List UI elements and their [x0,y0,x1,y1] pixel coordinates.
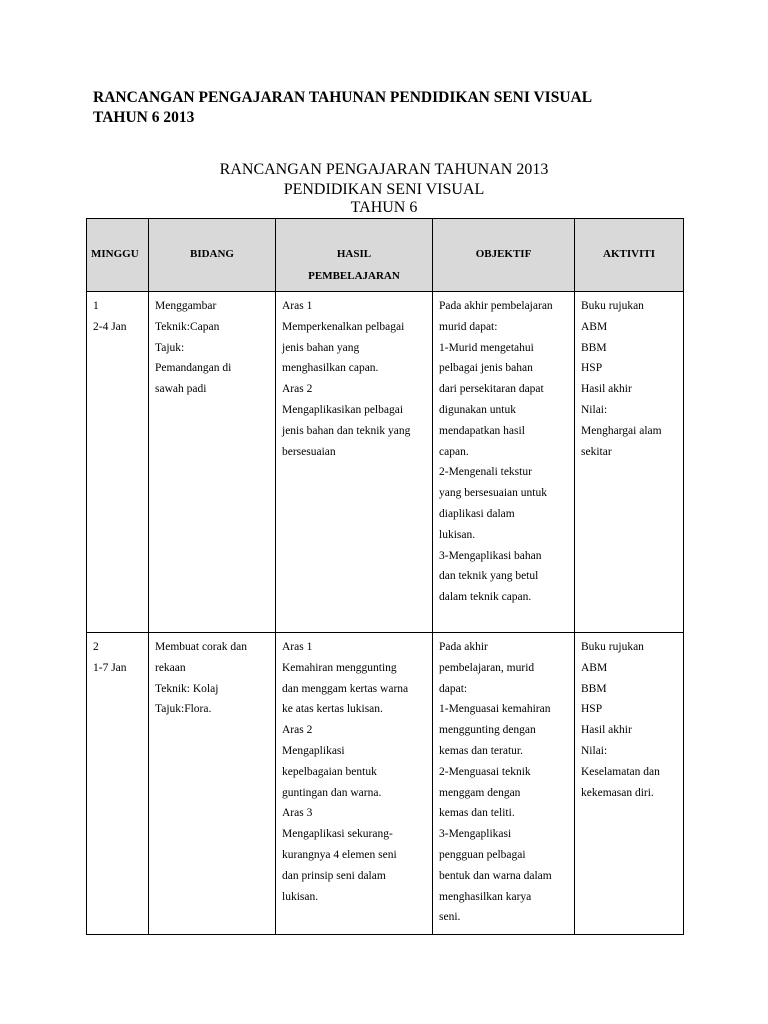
cell-line: sawah padi [155,383,207,396]
cell-line: Keselamatan dan [581,765,660,778]
cell-line: Tajuk:Flora. [155,703,212,716]
cell-objektif [433,633,575,935]
cell-line: menghasilkan karya [439,890,532,903]
document-heading [93,88,693,128]
cell-line: Tajuk: [155,341,185,354]
cell-aktiviti [575,633,684,935]
cell-line: jenis bahan yang [282,341,360,354]
cell-line: HSP [581,362,603,375]
cell-line: kepelbagaian bentuk [282,765,377,778]
heading-line-1: RANCANGAN PENGAJARAN TAHUNAN PENDIDIKAN SENI VISUAL [93,89,593,106]
cell-line: ABM [581,320,608,333]
title-line-1: RANCANGAN PENGAJARAN TAHUNAN 2013 [219,161,549,178]
cell-line: Buku rujukan [581,641,644,653]
cell-hasil [276,633,433,935]
cell-line: 1-7 Jan [93,661,127,674]
cell-line: Buku rujukan [581,300,644,312]
cell-objektif [433,292,575,633]
cell-line: lukisan. [282,890,319,903]
lesson-plan-table [86,218,684,935]
cell-hasil [276,292,433,633]
cell-line: 1-Murid mengetahui [439,341,534,354]
cell-line: Aras 3 [282,807,313,820]
cell-line: dan menggam kertas warna [282,682,409,695]
cell-line: 3-Mengaplikasi [439,828,512,841]
cell-line: rekaan [155,661,186,674]
cell-line: pengguan pelbagai [439,848,526,861]
cell-line: 1-Menguasai kemahiran [439,703,551,716]
cell-line: menggunting dengan [439,724,536,737]
cell-line: 3-Mengaplikasi bahan [439,549,542,562]
table-row [87,633,684,935]
cell-line: dan teknik yang betul [439,570,539,583]
cell-line: pembelajaran, murid [439,661,535,674]
cell-line: Hasil akhir [581,383,632,396]
cell-line: murid dapat: [439,320,498,333]
cell-line: Pada akhir pembelajaran [439,300,553,312]
cell-line: Menghargai alam [581,424,662,437]
cell-line: lukisan. [439,528,476,541]
cell-line: capan. [439,445,469,458]
cell-line: 2 [93,641,99,653]
cell-minggu [87,292,149,633]
cell-line: Aras 1 [282,300,313,312]
cell-line: mendapatkan hasil [439,424,525,437]
cell-line: Membuat corak dan [155,641,247,653]
cell-line: dalam teknik capan. [439,591,532,604]
cell-line: seni. [439,911,461,924]
header-bidang: BIDANG [149,219,276,292]
cell-line: Teknik:Capan [155,320,220,333]
cell-line: guntingan dan warna. [282,786,382,799]
cell-line: Nilai: [581,403,608,416]
cell-line: jenis bahan dan teknik yang [282,424,411,437]
title-line-2: PENDIDIKAN SENI VISUAL [283,181,485,198]
table-row [87,292,684,633]
cell-line: Aras 2 [282,383,313,396]
cell-minggu [87,633,149,935]
cell-line: bentuk dan warna dalam [439,869,552,882]
cell-aktiviti [575,292,684,633]
cell-line: 1 [93,300,99,312]
table-body [87,292,684,935]
title-line-3: TAHUN 6 [350,199,418,216]
cell-bidang [149,633,276,935]
cell-line: Teknik: Kolaj [155,682,219,695]
cell-line: bersesuaian [282,445,336,458]
cell-line: menghasilkan capan. [282,362,379,375]
cell-line: 2-Mengenali tekstur [439,466,532,479]
header-hasil-line-2: PEMBELAJARAN [308,270,400,282]
cell-line: Nilai: [581,744,608,757]
cell-line: Pemandangan di [155,362,232,375]
cell-line: kemas dan teratur. [439,744,523,757]
cell-line: Hasil akhir [581,724,632,737]
cell-line: digunakan untuk [439,403,516,416]
cell-line: sekitar [581,445,612,458]
table-header-row [87,219,684,292]
cell-line: BBM [581,341,607,354]
cell-line: dan prinsip seni dalam [282,869,386,882]
cell-line: 2-Menguasai teknik [439,765,531,778]
cell-line: Pada akhir [439,641,488,653]
header-minggu: MINGGU [87,219,149,292]
cell-line: pelbagai jenis bahan [439,362,533,375]
cell-line: yang bersesuaian untuk [439,487,547,500]
heading-line-2: TAHUN 6 2013 [93,109,195,126]
cell-line: HSP [581,703,603,716]
cell-line: Mengaplikasi [282,744,345,757]
cell-line: Mengaplikasikan pelbagai [282,403,404,416]
header-aktiviti: AKTIVITI [575,219,684,292]
cell-line: dari persekitaran dapat [439,383,544,396]
cell-line: Aras 1 [282,641,313,653]
cell-line: kemas dan teliti. [439,807,515,820]
cell-line: Kemahiran menggunting [282,661,397,674]
cell-line: Memperkenalkan pelbagai [282,320,405,333]
header-objektif: OBJEKTIF [433,219,575,292]
header-hasil-line-1: HASIL [336,248,372,260]
cell-line: dapat: [439,682,468,695]
cell-line: diaplikasi dalam [439,507,515,520]
cell-line: ABM [581,661,608,674]
cell-line: 2-4 Jan [93,320,127,333]
cell-bidang [149,292,276,633]
cell-line: ke atas kertas lukisan. [282,703,383,716]
cell-line: BBM [581,682,607,695]
cell-line: Menggambar [155,300,217,312]
cell-line: Aras 2 [282,724,313,737]
cell-line: kekemasan diri. [581,786,654,799]
header-hasil-pembelajaran [276,219,433,292]
cell-line: menggam dengan [439,786,521,799]
cell-line: kurangnya 4 elemen seni [282,848,397,861]
cell-line: Mengaplikasi sekurang- [282,828,393,841]
